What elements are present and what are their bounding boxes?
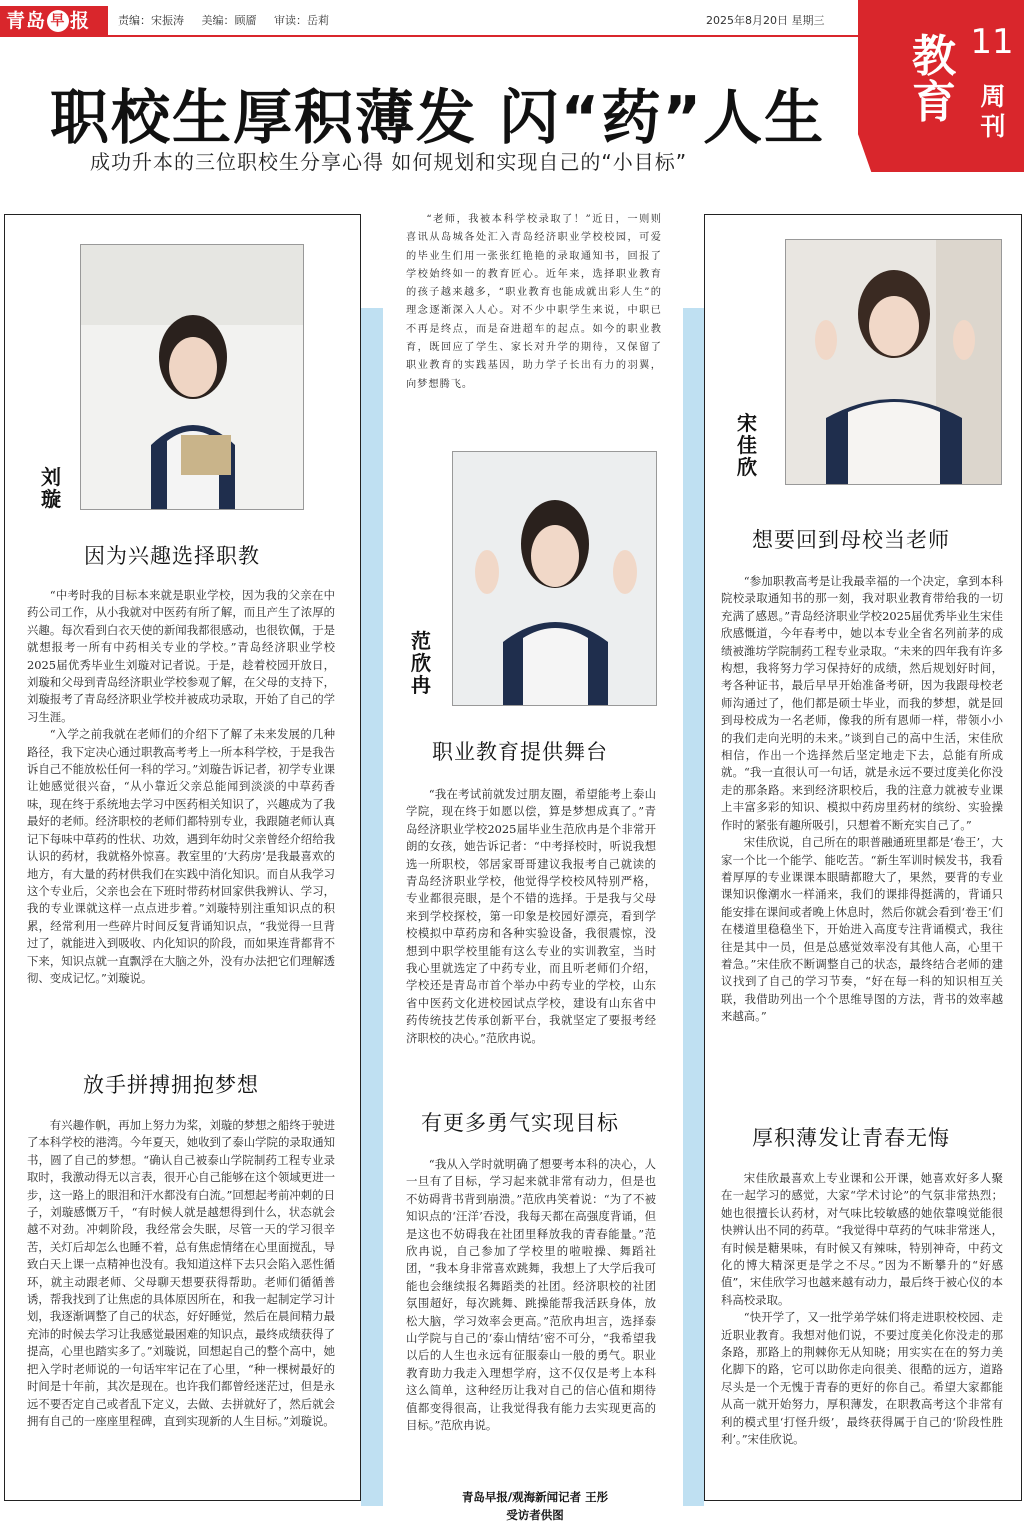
student-photo-song	[785, 239, 1002, 485]
left-panel-shadow	[361, 308, 383, 1506]
logo-text-left: 青岛	[6, 10, 47, 32]
paragraph: “快开学了，又一批学弟学妹们将走进职校校园、走近职业教育。我想对他们说，不要过度美化你没走的那条路，那路上的荆棘你无从知晓；用实实在在的努力美化脚下的路，它可以助你走向很美、很酷的远方，道路尽头是一个无愧于青春的更好的你自己。希望大家都能从高一就开始努力，厚积薄发，在职教高考这个非常有利的模式里‘打怪升级’，最终获得属于自己的‘阶段性胜利’。”宋佳欣说。	[721, 1310, 1003, 1447]
logo-mark-icon: 早	[47, 10, 69, 32]
page-number: 11	[970, 22, 1014, 62]
section-title-courage: 有更多勇气实现目标	[421, 1111, 619, 1135]
paragraph: “中考时我的目标本来就是职业学校，因为我的父亲在中药公司工作，从小我就对中医药有所了解，而且产生了浓厚的兴趣。每次看到白衣天使的新闻我都很感动，也很钦佩，于是就想报考一所有中药相关专业的学校。”青岛经济职业学校2025届优秀毕业生刘璇对记者说。于是，趁着校园开放日，刘璇和父母到青岛经济职业学校参观了解，在父母的支持下，刘璇报考了青岛经济职业学校并被成功录取，开始了自己的学习生涯。	[27, 588, 335, 724]
article-byline	[395, 1488, 675, 1524]
masthead-rule	[0, 35, 860, 37]
credit-designer: 美编：顾靥	[201, 14, 257, 27]
section-title-teacher: 想要回到母校当老师	[752, 528, 950, 552]
sub-headline: 成功升本的三位职校生分享心得 如何规划和实现自己的“小目标”	[90, 150, 688, 174]
intro-paragraph: “老师，我被本科学校录取了！”近日，一则则喜讯从岛城各处汇入青岛经济职业学校校园，可爱的毕业生们用一张张红艳艳的录取通知书，回报了学校始终如一的教育匠心。近年来，选择职业教育的孩子越来越多，“职业教育也能成就出彩人生”的理念逐渐深入人心。对不少中职学生来说，中职已不再是终点，而是奋进超车的起点。如今的职业教育，既回应了学生、家长对升学的期待，又保留了职业教育的实践基因，助力学子长出有力的羽翼，向梦想腾飞。	[406, 214, 662, 390]
paragraph: 有兴趣作帆，再加上努力为桨，刘璇的梦想之船终于驶进了本科学校的港湾。今年夏天，她收到了泰山学院的录取通知书，圆了自己的梦想。“确认自己被泰山学院制药工程专业录取时，我激动得无以言表，很开心自己能够在这个领域更进一步，这一路上的眼泪和汗水都没有白流。”回想起考前冲刺的日子，刘璇感慨万千，“有时候人就是越想得到什么，状态就会越不对劲。冲刺阶段，我经常会失眠，尽管一天的学习很辛苦，关灯后却怎么也睡不着，总有焦虑情绪在心里面搅乱，导致白天上课一点精神也没有。我知道这样下去只会陷入恶性循环，就主动跟老师、父母聊天想要获得帮助。老师们循循善诱，帮我找到了让焦虑的具体原因所在，和我一起制定学习计划，我逐渐调整了自己的状态，好好睡觉，然后在晨间精力最充沛的时候去学习让我感觉最困难的知识点，最终成绩获得了提高，心里也踏实多了。”刘璇说，回想起自己的整个高中，她把入学时老师说的一句话牢牢记在了心里，“种一棵树最好的时间是十年前，其次是现在。也许我们都曾经迷茫过，但是永远不要否定自己或者乱下定义，去做、去拼就好了，然后就会拥有自己的一座座里程碑，直到实现新的人生目标。”刘璇说。	[27, 1118, 335, 1428]
credit-editor: 责编：宋振涛	[118, 14, 184, 27]
paragraph: “入学之前我就在老师们的介绍下了解了未来发展的几种路径，我下定决心通过职教高考考上一所本科学校，于是我告诉自己不能放松任何一科的学习。”刘璇告诉记者，初学专业课让她感觉很兴奋，“从小靠近父亲总能闻到淡淡的中草药香味，现在终于系统地去学习中医药相关知识了，兴趣成为了我最好的老师。经济职校的老师们都特别专业，我跟随老师认真记下每味中草药的性状、功效，遇到年幼时父亲曾经介绍给我认识的药材，我就格外惊喜。教室里的‘大药房’是我最喜欢的地方，有大量的药材供我们在实践中消化知识。而自从我学习这个专业后，父亲也会在下班时带药材回家供我辨认、学习，我的专业课就这样一点点进步着。”刘璇特别注重知识点的积累，经常利用一些碎片时间反复背诵知识点，“我觉得一旦背过了，就能进入到吸收、内化知识的阶段，而如果连背都背不下来，知识点就一直飘浮在大脑之外，没有办法把它们理解透彻、变成记忆。”刘璇说。	[27, 727, 335, 985]
paragraph: “我从入学时就明确了想要考本科的决心，人一旦有了目标，学习起来就非常有动力，但是也不妨碍背书背到崩溃。”范欣冉笑着说：“为了不被知识点的‘汪洋’吞没，我每天都在高强度背诵，但是这也不妨碍我在社团里释放我的青春能量。”范欣冉说，自己参加了学校里的啦啦操、舞蹈社团，“我本身非常喜欢跳舞，我想上了大学后我可能也会继续报名舞蹈类的社团。经济职校的社团氛围超好，每次跳舞、跳操能帮我活跃身体，放松大脑，学习效率会更高。”范欣冉坦言，选择泰山学院与自己的‘泰山情结’密不可分，“我希望我以后的人生也永远有征服泰山一般的勇气。职业教育助力我走入理想学府，这不仅仅是考上本科这么简单，这种经历让我对自己的信心值和期待值都变得很高，让我觉得我有能力去实现更高的目标。”范欣冉说。	[406, 1157, 656, 1433]
portrait-image-icon	[786, 240, 1002, 485]
section-body-courage	[406, 1156, 656, 1474]
editor-credits	[118, 12, 343, 28]
column-name: 周刊	[980, 82, 1006, 141]
student-name-liu: 刘 璇	[41, 465, 61, 511]
newspaper-logo[interactable]	[0, 6, 108, 36]
article-intro	[406, 211, 662, 407]
section-body-dream	[27, 1117, 335, 1489]
section-title-stage: 职业教育提供舞台	[432, 740, 608, 764]
student-photo-fan	[452, 451, 657, 706]
credit-reviewer: 审读：岳莉	[274, 14, 329, 27]
section-body-teacher	[721, 573, 1003, 1103]
paragraph: 宋佳欣说，自己所在的职普融通班里都是‘卷王’，大家一个比一个能学、能吃苦。“新生军训时候发书，我看着厚厚的专业课课本眼睛都瞪大了，果然，要背的专业课知识像潮水一样涌来，我们的课排得挺满的，背诵只能安排在课间或者晚上休息时，然后你就会看到‘卷王’们在楼道里稳稳坐下，开始进入高度专注背诵模式，我往往是其中一员，但是总感觉效率没有其他人高，心里干着急。”宋佳欣不断调整自己的状态，最终结合老师的建议找到了自己的学习节奏，“好在每一科的知识相互关联，我借助列出一个个思维导图的方法，背书的效率越来越高。”	[721, 835, 1003, 1024]
section-name: 教育	[912, 31, 956, 128]
paragraph: “我在考试前就发过朋友圈，希望能考上泰山学院，现在终于如愿以偿，算是梦想成真了。”青岛经济职业学校2025届毕业生范欣冉是个非常开朗的女孩，她告诉记者：“中考择校时，听说我想选一所职校，邻居家哥哥建议我报考自己就读的青岛经济职业学校，他觉得学校校风特别严格，专业都很亮眼，是个不错的选择。于是我与父母来到学校探校，第一印象是校园好漂亮，看到学校模拟中草药房和各种实验设备，我很震惊，没想到中职学校里能有这么专业的实训教室，当时我心里就选定了中药专业，而且听老师们介绍，学校还是青岛市首个举办中药专业的学校，山东省中医药文化进校园试点学校，建设有山东省中药传统技艺传承创新平台，我就坚定了要报考经济职校的决心。”范欣冉说。	[406, 787, 656, 1045]
main-headline: 职校生厚积薄发 闪“药”人生	[50, 83, 826, 152]
section-title-youth: 厚积薄发让青春无悔	[752, 1126, 950, 1150]
paragraph: “参加职教高考是让我最幸福的一个决定，拿到本科院校录取通知书的那一刻，我对职业教育带给我的一切充满了感恩。”青岛经济职业学校2025届优秀毕业生宋佳欣感慨道，今年春考中，她以本专业全省名列前茅的成绩被潍坊学院制药工程专业录取。“未来的四年我有许多构想，我将努力学习保持好的成绩，然后规划好时间，考各种证书，最后早早开始准备考研，因为我跟母校老师沟通过了，他们都是硕士毕业，而我的梦想，就是回到母校成为一名老师，像我的所有恩师一样，带领小小的我们走向光明的未来。”谈到自己的高中生活，宋佳欣相信，作出一个选择然后坚定地走下去，总能有所成就。“我一直很认可一句话，就是永远不要过度美化你没走的那条路。来到经济职校后，我的注意力就被专业课上丰富多彩的知识、模拟中药房里药材的缤纷、实验操作时的紧张有趣所吸引，只想着不断充实自己了。”	[721, 574, 1003, 832]
photo-credit: 受访者供图	[506, 1508, 564, 1522]
section-body-interest	[27, 587, 335, 1047]
portrait-image-icon	[453, 452, 657, 706]
publication-date: 2025年8月20日 星期三	[706, 14, 825, 27]
student-name-fan: 范 欣 冉	[411, 629, 431, 697]
section-body-youth	[721, 1170, 1003, 1492]
section-title-interest: 因为兴趣选择职教	[84, 544, 260, 568]
section-title-dream: 放手拼搏拥抱梦想	[83, 1073, 259, 1097]
logo-text-right: 报	[70, 10, 91, 32]
portrait-image-icon	[81, 245, 304, 510]
middle-panel-shadow	[683, 308, 704, 1506]
section-body-stage	[406, 786, 656, 1086]
student-photo-liu	[80, 244, 304, 510]
reporter-credit: 青岛早报/观海新闻记者 王彤	[461, 1490, 609, 1504]
student-name-song: 宋 佳 欣	[737, 411, 757, 479]
paragraph: 宋佳欣最喜欢上专业课和公开课，她喜欢好多人聚在一起学习的感觉，大家“学术讨论”的气氛非常热烈；她也很擅长认药材，对气味比较敏感的她依靠嗅觉能很快辨认出不同的药草。“我觉得中草药的气味非常迷人，有时候是糖果味，有时候又有辣味，特别神奇，中药文化的博大精深更是学之不尽。”因为不断攀升的“好感值”，宋佳欣学习也越来越有动力，最后终于被心仪的本科高校录取。	[721, 1171, 1003, 1307]
